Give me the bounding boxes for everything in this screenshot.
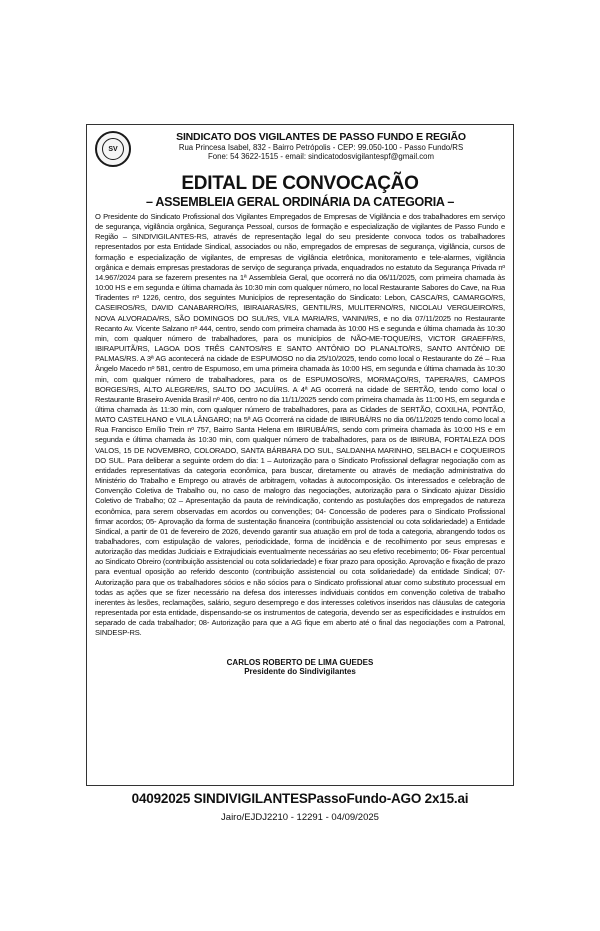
notice-header [95,131,505,171]
notice-title: EDITAL DE CONVOCAÇÃO [181,173,419,194]
organization-address: Rua Princesa Isabel, 832 - Bairro Petrópolis - CEP: 99.050-100 - Passo Fundo/RS [178,143,464,152]
header-text [137,131,505,161]
union-seal-icon [95,131,131,167]
legal-notice [86,124,514,786]
signatory-name: CARLOS ROBERTO DE LIMA GUEDES [226,658,374,667]
body-paragraph: O Presidente do Sindicato Profissional dos Vigilantes Empregados de Empresas de Vigilância e dos trabalhadores em serviço de segurança, vigilância orgânica, Segurança Pessoal, cursos de formação e especialização de vigilantes de Passo Fundo e Região – SINDIVIGILANTES-RS, através de representação legal do seu presidente convoca todos os trabalhadores representados por esta Entidade Sindical, associados ou não, empregados de empresas de segurança, vigilância, cursos de formação e especialização de vigilantes, de empresas de vigilância eletrônica, monitoramento e tele-alarmes, vigilância orgânica e demais empresas prestadoras de serviço de segurança privada, enquadrados no estatuto da Segurança Privada nº 14.967/2024 para se fazerem presentes na 1ª Assembleia Geral, que ocorrerá no dia 06/11/2025, com primeira chamada às 10:00 HS e em segunda e última chamada às 10:30 min com qualquer número, no local Restaurante Sabores do Cave, na Rua Tiradentes nº 1226, centro, dos seguintes Municípios de representação do Sindicato: Lebon, CASCA/RS, CAMARGO/RS, CASEIROS/RS, DAVID CANABARRO/RS, IBIRAIARAS/RS, GENTIL/RS, MULITERNO/RS, NICOLAU VERGUEIRO/RS, NOVA ALVORADA/RS, SÃO DOMINGOS DO SUL/RS, VILA MARIA/RS, VANINI/RS, e no dia 07/11/2025 no Restaurante Recanto Av. Vicente Salzano nº 444, centro, sendo com primeira chamada às 10:00 HS e segunda e última chamada às 10:30 min, com qualquer número de trabalhadores, para os municípios de NÃO-ME-TOQUE/RS, VICTOR GRAEFF/RS, IBIRAPUITÃ/RS, LAGOA DOS TRÊS CANTOS/RS E SANTO ANTÔNIO DO PLANALTO/RS, SANTO ANTÔNIO DE PALMAS/RS. A 3ª AG acontecerá na cidade de ESPUMOSO no dia 25/10/2025, tendo como local o Restaurante do Zé – Rua Ângelo Macedo nº 581, centro de Espumoso, em uma primeira chamada às 10:00 HS, em segunda e última chamada às 10:30 min, com qualquer número de trabalhadores, para os de ESPUMOSO/RS, MORMAÇO/RS, TAPERA/RS, CAMPOS BORGES/RS, ALTO ALEGRE/RS, SALTO DO JACUÍ/RS. A 4ª AG ocorrerá na cidade de SERTÃO, tendo como local o Restaurante Braseiro Avenida Brasil nº 406, centro no dia 11/11/2025 sendo com primeira chamada às 11:00 HS, em segunda e última chamada às 11:30 min, com qualquer número de trabalhadores, para as Cidades de SERTÃO, COXILHA, PONTÃO, MATO CASTELHANO e VILA LÂNGARO; na 5ª AG Ocorrerá na cidade de IBIRUBÁ/RS no dia 06/11/2025 tendo como local a Rua Francisco Emílio Trein nº 757, Bairro Santa Helena em IBIRUBÁ/RS, sendo com primeira chamada às 10:00 HS e em segunda e última chamada às 10:30 min, com qualquer número de trabalhadores, para os de IBIRUBA, FORTALEZA DOS VALOS, 15 DE NOVEMBRO, COLORADO, SANTA BÁRBARA DO SUL, SALDANHA MARINHO, SELBACH e COQUEIROS DO SUL. Para deliberar a seguinte ordem do dia: 1 – Autorização para o Sindicato Profissional deflagrar negociação com as entidades representativas da categoria econômica, para buscar, diretamente ou através de mediação administrativa do Ministério do Trabalho e Emprego ou através de arbitragem, voltadas à autocomposição. Os interessados e celebração de Convenção Coletiva de Trabalho ou, no caso de malogro das negociações, autorização para o Sindicato ajuizar Dissídio Coletivo de Trabalho; 02 – Apresentação da pauta de reivindicação, contendo as postulações dos empregados de natureza econômica, para serem observadas em acordos ou convenções; 04- Concessão de poderes para o Sindicato Profissional firmar acordos; 05- Aprovação da forma de sustentação financeira (contribuição assistencial ou cota solidariedade) a Entidade Sindical, a partir de 01 de fevereiro de 2026, devendo garantir sua atuação em prol de toda a categoria, abrangendo todos os trabalhadores, com estipulação de valores, periodicidade, forma de incidência e de recolhimento por seus empresas e autorização das medidas Judiciais e Extrajudiciais eventualmente necessárias ao seu efetivo recebimento; 06- Fixar percentual ao Sindicato Obreiro (contribuição assistencial ou cota solidariedade) e fixar prazo para oposição. Aprovação e fixação de prazo para eventual oposição ao referido desconto (contribuição assistencial ou cota solidariedade) da entidade Sindical; 07- Autorização para que os trabalhadores sócios e não sócios para o Sindicato profissional atuar como substituto processual em todas as ações que se fizer necessário na defesa dos interesses individuais contidos em convenção coletiva de trabalho inerentes às lesões, reclamações, salário, seguro desemprego e dos interesses coletivos inseridos nas cláusulas de categoria representada por esta entidade, dispensando-se os instrumentos de categoria, devendo ser as especificidades e instruídos em separado de cada trabalhador; 08- Autorização para que a AG fique em aberto até o final das negociações com a Patronal, SINDESP-RS. [95,212,505,638]
notice-body [95,212,505,657]
file-reference: 04092025 SINDIVIGILANTESPassoFundo-AGO 2x15.ai [131,791,469,806]
job-reference: Jairo/EJDJ2210 - 12291 - 04/09/2025 [221,812,379,823]
organization-name: SINDICATO DOS VIGILANTES DE PASSO FUNDO E REGIÃO [176,131,466,143]
seal-text: SV [108,145,118,153]
signature-block [95,658,505,676]
signatory-role: Presidente do Sindivigilantes [244,667,356,676]
notice-subtitle: – ASSEMBLEIA GERAL ORDINÁRIA DA CATEGORIA – [146,195,454,209]
organization-contact: Fone: 54 3622-1515 - email: sindicatodosvigilantespf@gmail.com [208,152,434,161]
